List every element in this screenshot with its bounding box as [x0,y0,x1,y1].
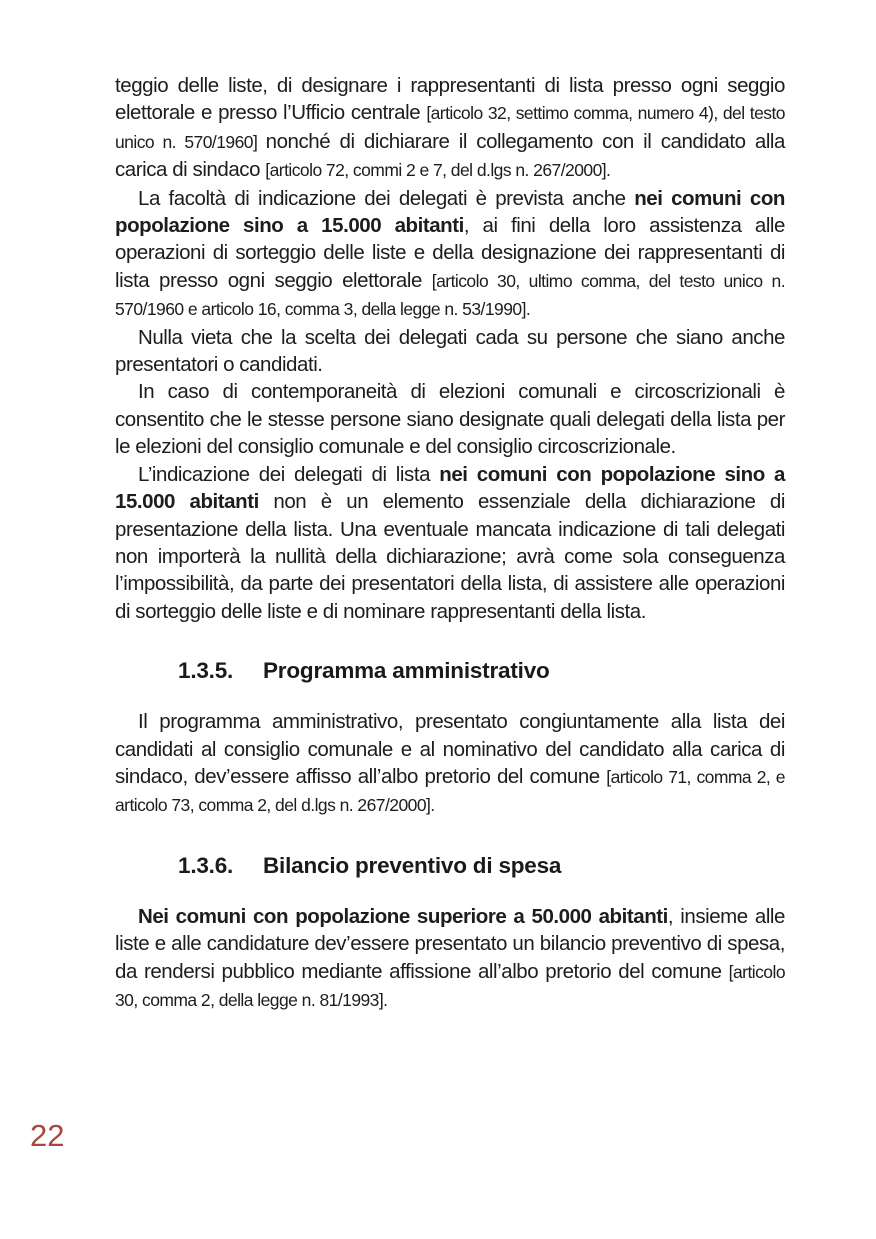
text-run: Nei comuni con popolazione superiore a 50.000 abitanti [138,904,668,928]
paragraph [115,708,785,820]
section-heading-1-3-5 [115,657,785,684]
text-run: non è un elemento essenziale della dichiarazione di presentazione della lista. Una eventuale mancata indicazione di tali delegati non importerà la nullità della dichiarazione; avrà come sola conseguenza l’impossibilità, da parte dei presentatori della lista, di assistere alle operazioni di sorteggio delle liste e di nominare rappresentanti della lista. [115,490,785,623]
text-run: nei comuni con popolazione sino a 15.000 abitanti [115,186,785,238]
text-run: nei comuni con popolazione sino a 15.000 abitanti [115,462,785,514]
paragraph [115,903,785,1015]
text-run: La facoltà di indicazione dei delegati è prevista anche [138,186,635,210]
section-heading-1-3-6 [115,852,785,879]
text-run: , ai fini della loro assistenza alle operazioni di sorteggio delle liste e della designazione dei rappresentanti di lista presso ogni seggio elettorale [115,214,785,292]
paragraph [115,185,785,324]
section-title: Bilancio preventivo di spesa [263,852,562,878]
section-number: 1.3.6. [178,852,234,878]
legal-reference: [articolo 71, comma 2, e articolo 73, comma 2, del d.lgs n. 267/2000]. [115,766,785,816]
text-run: Il programma amministrativo, presentato congiuntamente alla lista dei candidati al consiglio comunale e al nominativo del candidato alla carica di sindaco, dev’essere affisso all’albo pretorio del comune [115,710,785,788]
paragraph [115,378,785,460]
section-title: Programma amministrativo [263,658,550,684]
page-number: 22 [30,1118,65,1153]
legal-reference: [articolo 30, comma 2, della legge n. 81/1993]. [115,961,785,1010]
paragraph [115,324,785,379]
text-column [115,72,785,1014]
text-run: Nulla vieta che la scelta dei delegati cada su persone che siano anche presentatori o candidati. [115,325,785,377]
text-run: nonché di dichiarare il collegamento con il candidato alla carica di sindaco [115,129,785,182]
paragraph [115,72,785,185]
section-number: 1.3.5. [178,658,234,684]
legal-reference: [articolo 72, commi 2 e 7, del d.lgs n. 267/2000]. [265,160,611,181]
text-run: , insieme alle liste e alle candidature dev’essere presentato un bilancio preventivo di spesa, da rendersi pubblico mediante affissione all’albo pretorio del comune [115,904,785,983]
paragraph [115,461,785,625]
text-run: In caso di contemporaneità di elezioni comunali e circoscrizionali è consentito che le stesse persone siano designate quali delegati della lista per le elezioni del consiglio comunale e del consiglio circoscrizionale. [115,380,785,459]
legal-reference: [articolo 32, settimo comma, numero 4), del testo unico n. 570/1960] [115,103,785,152]
text-run: L’indicazione dei delegati di lista [138,462,440,486]
legal-reference: [articolo 30, ultimo comma, del testo unico n. 570/1960 e articolo 16, comma 3, della legge n. 53/1990]. [115,270,786,320]
text-run: teggio delle liste, di designare i rappresentanti di lista presso ogni seggio elettorale e presso l’Ufficio centrale [115,74,785,125]
